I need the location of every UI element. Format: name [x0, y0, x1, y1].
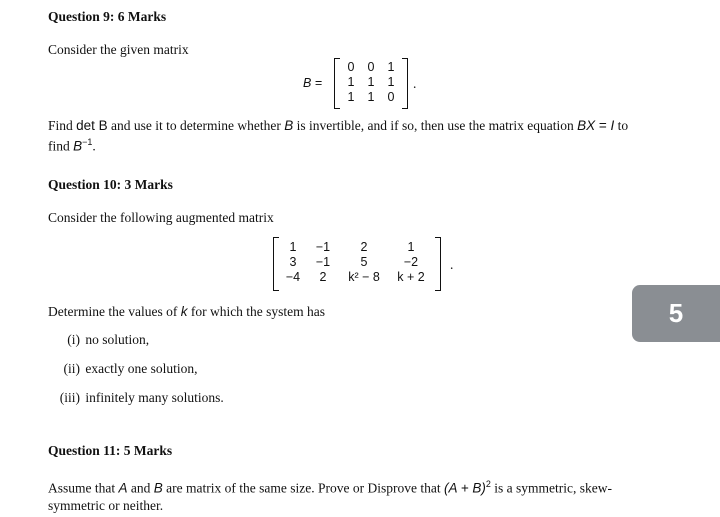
- page-number-badge: 5: [632, 285, 720, 342]
- matrix-cell: 1: [367, 75, 375, 89]
- matrix-left-bracket: [334, 58, 340, 109]
- text: and use it to determine whether: [107, 118, 285, 133]
- question-11-title: Question 11: [48, 443, 116, 458]
- text: symmetric or neither.: [48, 497, 164, 513]
- matrix-cell: 1: [387, 60, 395, 74]
- question-9-marks: : 6 Marks: [109, 9, 167, 24]
- inverse-superscript: −1: [82, 137, 93, 147]
- matrix-b-entries: [341, 60, 401, 105]
- question-9-body: [48, 117, 678, 155]
- question-11-heading: [48, 443, 172, 459]
- augmented-matrix: [273, 237, 441, 291]
- matrix-b: [334, 58, 408, 109]
- question-11-body: [48, 476, 688, 514]
- bx-symbol: BX: [577, 118, 596, 133]
- b-inverse-symbol: B: [73, 138, 83, 154]
- text: are matrix of the same size. Prove or Disprove that: [162, 480, 444, 496]
- matrix-cell: 1: [387, 75, 395, 89]
- text: to: [614, 118, 629, 133]
- matrix-cell: 1: [407, 240, 415, 254]
- matrix-cell: k² − 8: [348, 270, 380, 284]
- list-item-number: (iii): [59, 390, 80, 405]
- matrix-left-bracket: [273, 237, 279, 291]
- text: find: [48, 138, 74, 154]
- k-symbol: k: [180, 304, 188, 319]
- matrix-cell: k + 2: [397, 270, 425, 284]
- identity-symbol: I: [610, 118, 615, 133]
- list-item-number: (ii): [63, 361, 80, 376]
- matrix-right-bracket: [435, 237, 441, 291]
- list-item-number: (i): [67, 332, 80, 347]
- matrix-cell: −1: [315, 255, 331, 269]
- matrix-cell: 0: [367, 60, 375, 74]
- question-9-title: Question 9: [48, 9, 110, 24]
- matrix-cell: 1: [347, 90, 355, 104]
- a-symbol: A: [118, 480, 128, 496]
- matrix-right-bracket: [402, 58, 408, 109]
- text: and: [127, 480, 154, 496]
- question-9-heading: [48, 9, 166, 25]
- question-10-heading: [48, 177, 173, 193]
- matrix-b-label: B =: [303, 76, 323, 90]
- matrix-cell: 1: [289, 240, 297, 254]
- list-item-text: exactly one solution,: [85, 361, 198, 376]
- matrix-cell: −1: [315, 240, 331, 254]
- text: Find: [48, 118, 77, 133]
- matrix-cell: 0: [347, 60, 355, 74]
- text: Assume that: [48, 480, 119, 496]
- list-item-text: infinitely many solutions.: [85, 390, 224, 405]
- question-9-intro: Consider the given matrix: [48, 42, 189, 57]
- matrix-cell: 3: [289, 255, 297, 269]
- matrix-cell: −2: [403, 255, 419, 269]
- det-b-symbol: det B: [76, 118, 108, 133]
- matrix-cell: 1: [367, 90, 375, 104]
- sum-squared-expression: (A + B): [443, 480, 486, 496]
- matrix-cell: 2: [319, 270, 327, 284]
- question-10-marks: : 3 Marks: [116, 177, 173, 192]
- list-item-text: no solution,: [85, 332, 150, 347]
- matrix-cell: 2: [360, 240, 368, 254]
- text: Determine the values of: [48, 304, 181, 319]
- equals-sign: =: [595, 118, 611, 133]
- list-item: [48, 361, 197, 377]
- question-10-intro: Consider the following augmented matrix: [48, 210, 274, 225]
- text: for which the system has: [187, 304, 326, 319]
- list-item: [48, 332, 149, 348]
- b-symbol: B: [153, 480, 163, 496]
- augmented-matrix-trailing-period: .: [450, 257, 454, 272]
- question-10-prompt: [48, 304, 325, 320]
- augmented-matrix-entries: [280, 240, 434, 285]
- square-superscript: 2: [485, 479, 491, 489]
- b-symbol: B: [284, 118, 294, 133]
- list-item: [48, 390, 224, 406]
- matrix-cell: 5: [360, 255, 368, 269]
- question-11-marks: : 5 Marks: [115, 443, 173, 458]
- text: is a symmetric, skew-: [490, 480, 612, 496]
- matrix-cell: 0: [387, 90, 395, 104]
- question-10-title: Question 10: [48, 177, 117, 192]
- matrix-b-trailing-period: .: [413, 76, 417, 91]
- matrix-cell: 1: [347, 75, 355, 89]
- text: is invertible, and if so, then use the matrix equation: [293, 118, 578, 133]
- text: .: [92, 138, 96, 154]
- matrix-cell: −4: [285, 270, 301, 284]
